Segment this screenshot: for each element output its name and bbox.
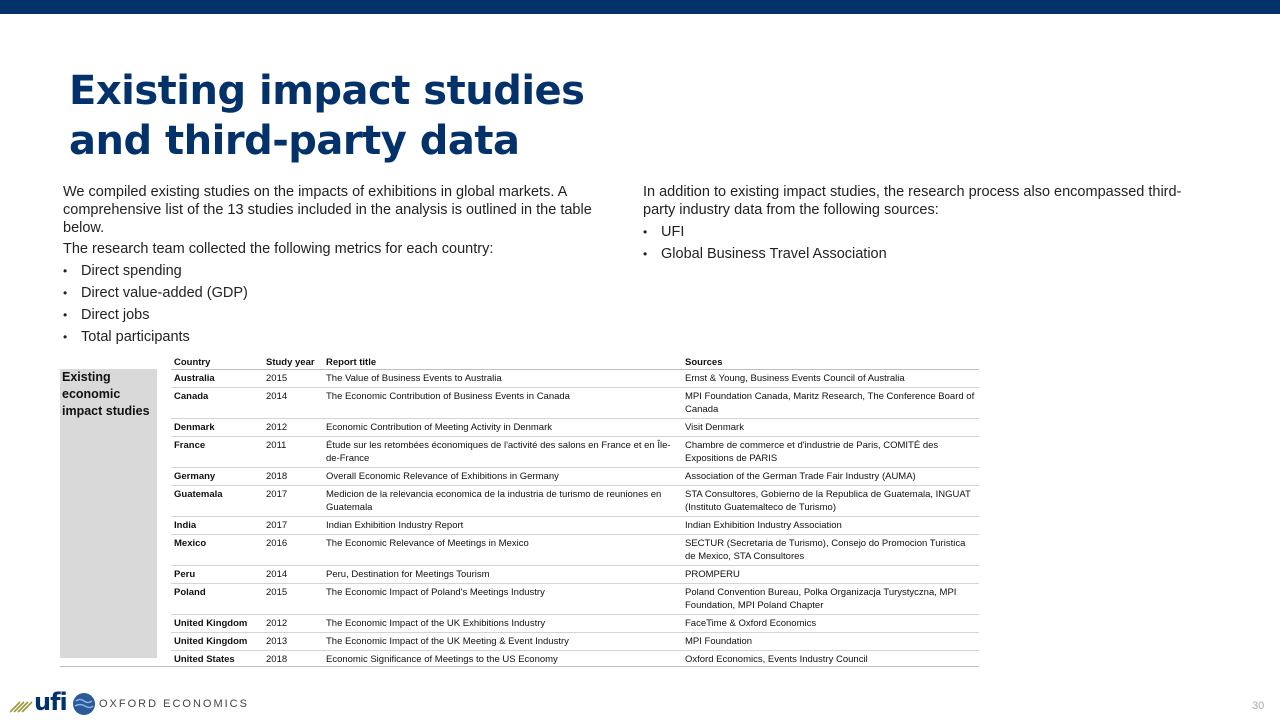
study-year-cell: 2017 <box>263 486 323 517</box>
country-cell: Mexico <box>171 535 263 566</box>
ufi-logo-text: ufi <box>34 688 67 716</box>
table-row <box>171 419 979 437</box>
column-header-sources: Sources <box>682 354 979 370</box>
metrics-list <box>63 262 593 346</box>
study-year-cell: 2017 <box>263 517 323 535</box>
table-row <box>171 370 979 388</box>
table-row <box>171 633 979 651</box>
oxford-economics-globe-icon <box>72 692 96 716</box>
table-bottom-rule <box>60 666 979 667</box>
sources-cell: Association of the German Trade Fair Industry (AUMA) <box>682 468 979 486</box>
sources-cell: SECTUR (Secretaria de Turismo), Consejo do Promocion Turistica de Mexico, STA Consultores <box>682 535 979 566</box>
table-row <box>171 486 979 517</box>
country-cell: Peru <box>171 566 263 584</box>
third-party-source-item: • UFI <box>643 223 1203 241</box>
report-title-cell: The Economic Impact of the UK Meeting & Event Industry <box>323 633 682 651</box>
sources-cell: Indian Exhibition Industry Association <box>682 517 979 535</box>
sources-cell: Oxford Economics, Events Industry Council <box>685 654 868 665</box>
table-row <box>171 437 979 468</box>
third-party-paragraph: In addition to existing impact studies, the research process also encompassed third-party industry data from the following sources: <box>643 184 1182 218</box>
study-year-cell: 2015 <box>263 584 323 615</box>
study-year-cell: 2012 <box>263 615 323 633</box>
column-header-country: Country <box>171 354 263 370</box>
country-cell: United States <box>174 654 235 665</box>
table-row <box>171 566 979 584</box>
oxford-economics-logo-text: OXFORD ECONOMICS <box>99 698 249 710</box>
page-title <box>69 66 629 166</box>
sources-cell: FaceTime & Oxford Economics <box>682 615 979 633</box>
third-party-source-item: • Global Business Travel Association <box>643 245 1203 263</box>
report-title-cell: The Economic Impact of the UK Exhibitions Industry <box>323 615 682 633</box>
page-number: 30 <box>1252 700 1265 712</box>
report-title-cell: The Economic Impact of Poland's Meetings Industry <box>323 584 682 615</box>
impact-studies-table <box>171 354 979 668</box>
table-row <box>171 615 979 633</box>
table-row <box>171 388 979 419</box>
country-cell: Australia <box>171 370 263 388</box>
study-year-cell: 2013 <box>263 633 323 651</box>
country-cell: Guatemala <box>171 486 263 517</box>
sources-cell: Ernst & Young, Business Events Council of Australia <box>682 370 979 388</box>
sources-cell: PROMPERU <box>682 566 979 584</box>
country-cell: India <box>171 517 263 535</box>
top-brand-bar <box>0 0 1280 14</box>
sources-cell: MPI Foundation Canada, Maritz Research, The Conference Board of Canada <box>682 388 979 419</box>
study-year-cell: 2011 <box>263 437 323 468</box>
column-header-report-title: Report title <box>323 354 682 370</box>
third-party-sources-list <box>643 223 1203 263</box>
sources-cell: Visit Denmark <box>682 419 979 437</box>
report-title-cell: Étude sur les retombées économiques de l'activité des salons en France et en Île-de-France <box>323 437 682 468</box>
country-cell: Canada <box>171 388 263 419</box>
table-header-row <box>171 354 979 370</box>
report-title-cell: The Value of Business Events to Australia <box>323 370 682 388</box>
sources-cell: Poland Convention Bureau, Polka Organizacja Turystyczna, MPI Foundation, MPI Poland Chapter <box>682 584 979 615</box>
country-cell: United Kingdom <box>171 633 263 651</box>
metrics-list-item: • Direct spending <box>63 262 593 280</box>
table-row <box>171 535 979 566</box>
country-cell: Germany <box>171 468 263 486</box>
table-body <box>171 370 979 669</box>
report-title-cell: Economic Contribution of Meeting Activity in Denmark <box>323 419 682 437</box>
study-year-cell: 2014 <box>263 566 323 584</box>
study-year-cell: 2015 <box>263 370 323 388</box>
column-header-study-year: Study year <box>263 354 323 370</box>
study-year-cell: 2018 <box>266 654 288 665</box>
table-row <box>171 517 979 535</box>
sources-cell: Chambre de commerce et d'industrie de Paris, COMITÉ des Expositions de PARIS <box>682 437 979 468</box>
left-text-column <box>63 183 593 346</box>
metrics-list-item: • Direct jobs <box>63 306 593 324</box>
study-year-cell: 2018 <box>263 468 323 486</box>
table-row <box>171 468 979 486</box>
report-title-cell: The Economic Relevance of Meetings in Mexico <box>323 535 682 566</box>
report-title-cell: Economic Significance of Meetings to the US Economy <box>326 654 558 665</box>
report-title-cell: The Economic Contribution of Business Events in Canada <box>323 388 682 419</box>
report-title-cell: Indian Exhibition Industry Report <box>323 517 682 535</box>
page-title-line-1: Existing impact studies <box>69 68 585 114</box>
report-title-cell: Medicion de la relevancia economica de la industria de turismo de reuniones en Guatemala <box>323 486 682 517</box>
country-cell: Denmark <box>171 419 263 437</box>
report-title-cell: Peru, Destination for Meetings Tourism <box>323 566 682 584</box>
table-side-label: Existing economic impact studies <box>60 369 157 658</box>
metrics-list-item: • Direct value-added (GDP) <box>63 284 593 302</box>
study-year-cell: 2014 <box>263 388 323 419</box>
sources-cell: STA Consultores, Gobierno de la Republica de Guatemala, INGUAT (Instituto Guatemalteco de Turismo) <box>682 486 979 517</box>
study-year-cell: 2012 <box>263 419 323 437</box>
table-row <box>171 584 979 615</box>
right-text-column <box>643 183 1203 263</box>
metrics-intro-paragraph: The research team collected the following metrics for each country: <box>63 241 494 257</box>
metrics-list-item: • Total participants <box>63 328 593 346</box>
country-cell: France <box>171 437 263 468</box>
report-title-cell: Overall Economic Relevance of Exhibitions in Germany <box>323 468 682 486</box>
country-cell: Poland <box>171 584 263 615</box>
intro-paragraph: We compiled existing studies on the impacts of exhibitions in global markets. A comprehensive list of the 13 studies included in the analysis is outlined in the table below. <box>63 184 592 236</box>
page-title-line-2: and third-party data <box>69 118 520 164</box>
study-year-cell: 2016 <box>263 535 323 566</box>
sources-cell: MPI Foundation <box>682 633 979 651</box>
country-cell: United Kingdom <box>171 615 263 633</box>
